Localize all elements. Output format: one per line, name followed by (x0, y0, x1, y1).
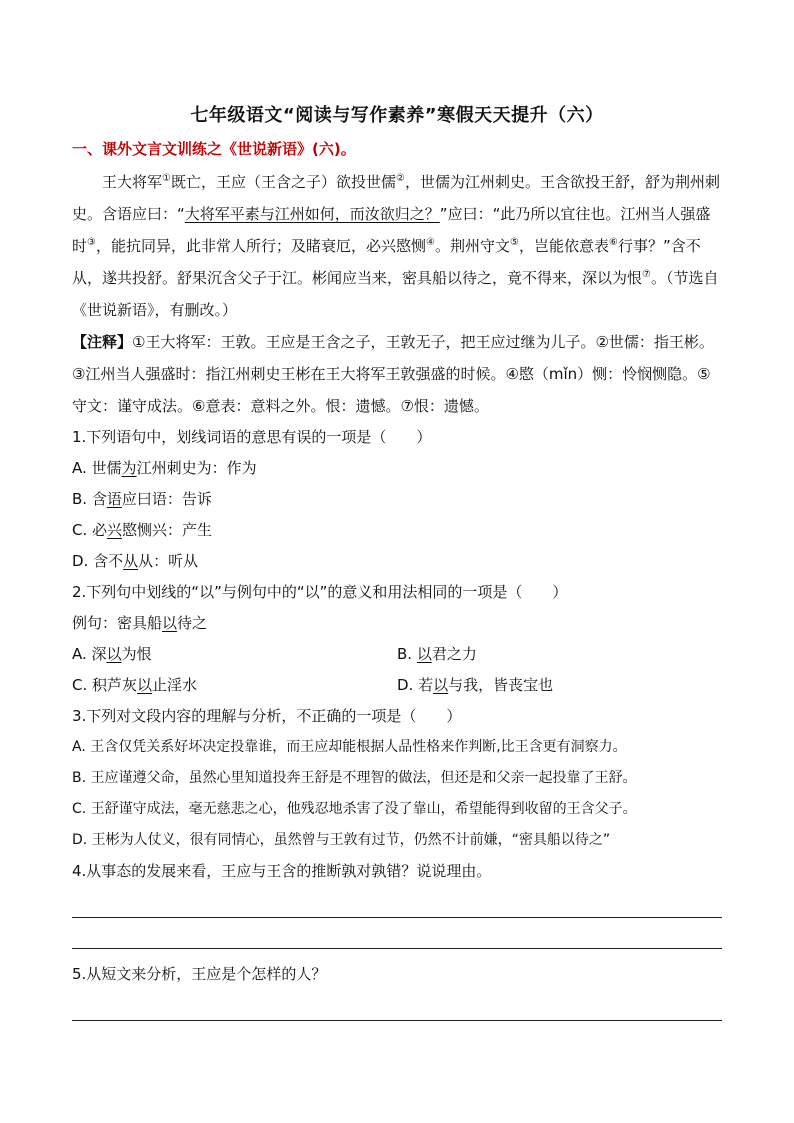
q3-option-b[interactable]: B. 王应谨遵父命，虽然心里知道投奔王舒是不理智的做法，但还是和父亲一起投靠了王舒。 (72, 770, 637, 786)
underlined-sentence: 大将军平素与江州如何，而汝欲归之？ (184, 205, 440, 223)
notes-label: 【注释】 (72, 333, 133, 351)
question-1: 1.下列语句中，划线词语的意思有误的一项是（ ） (72, 428, 432, 446)
q4-answer-line-1[interactable] (72, 887, 722, 918)
question-2: 2.下列句中划线的“以”与例句中的“以”的意义和用法相同的一项是（ ） (72, 583, 568, 601)
q2-option-a[interactable]: A. 深以为恨 (72, 645, 152, 663)
q2-example: 例句：密具船以待之 (72, 614, 208, 632)
q2-option-c[interactable]: C. 积芦灰以止淫水 (72, 676, 198, 694)
question-3: 3.下列对文段内容的理解与分析，不正确的一项是（ ） (72, 707, 462, 725)
footnote-ref: ② (396, 173, 405, 184)
question-5: 5.从短文来分析，王应是个怎样的人？ (72, 965, 327, 983)
question-4: 4.从事态的发展来看，王应与王含的推断孰对孰错？说说理由。 (72, 862, 492, 880)
q5-answer-line-1[interactable] (72, 990, 722, 1021)
q3-option-c[interactable]: C. 王舒谨守成法，毫无慈悲之心，他残忍地杀害了没了靠山，希望能得到收留的王含父子。 (72, 801, 637, 817)
notes-text: ①王大将军：王敦。王应是王含之子，王敦无子，把王应过继为儿子。②世儒：指王彬。③江州当人强盛时：指江州刺史王彬在王大将军王敦强盛的时候。④愍（mǐn）恻：怜悯恻隐。⑤守文：谨守成法。⑥意表：意料之外。恨：遗憾。⑦恨：遗憾。 (72, 333, 714, 415)
passage: 王大将军①既亡，王应（王含之子）欲投世儒②，世儒为江州刺史。王含欲投王舒，舒为荆州刺史。含语应曰：“大将军平素与江州如何，而汝欲归之？”应曰：“此乃所以宜往也。江州当人强盛时③，能抗同异，此非常人所行；及睹衰厄，必兴愍恻④。荆州守文⑤，岂能依意表⑥行事？”含不从，遂共投舒。舒果沉含父子于江。彬闻应当来，密具船以待之，竟不得来，深以为恨⑦。（节选自《世说新语》，有删改。） (72, 173, 720, 319)
q2-options-row-2 (72, 670, 722, 701)
footnote-ref: ③ (87, 237, 96, 248)
q3-option-a[interactable]: A. 王含仅凭关系好坏决定投靠谁，而王应却能根据人品性格来作判断,比王含更有洞察力。 (72, 739, 627, 755)
q4-answer-line-2[interactable] (72, 918, 722, 949)
notes (72, 326, 722, 422)
page-title: 七年级语文“阅读与写作素养”寒假天天提升（六） (190, 105, 604, 126)
q1-option-b[interactable]: B. 含语应曰语：告诉 (72, 490, 212, 508)
footnote-ref: ⑦ (642, 269, 651, 280)
footnote-ref: ④ (426, 237, 435, 248)
worksheet-page (72, 100, 722, 1021)
footnote-ref: ① (162, 173, 171, 184)
q2-options-row-1 (72, 639, 722, 670)
q2-option-d[interactable]: D. 若以与我，皆丧宝也 (397, 676, 554, 694)
footnote-ref: ⑤ (509, 237, 519, 248)
footnote-ref: ⑥ (608, 237, 618, 248)
q1-option-a[interactable]: A. 世儒为江州刺史为：作为 (72, 459, 257, 477)
section-heading: 一、课外文言文训练之《世说新语》(六)。 (72, 140, 356, 158)
q1-option-d[interactable]: D. 含不从从：听从 (72, 552, 199, 570)
q2-option-b[interactable]: B. 以君之力 (397, 645, 477, 663)
q1-option-c[interactable]: C. 必兴愍恻兴：产生 (72, 521, 213, 539)
q3-option-d[interactable]: D. 王彬为人仗义，很有同情心，虽然曾与王敦有过节，仍然不计前嫌，“密具船以待之” (72, 832, 611, 848)
